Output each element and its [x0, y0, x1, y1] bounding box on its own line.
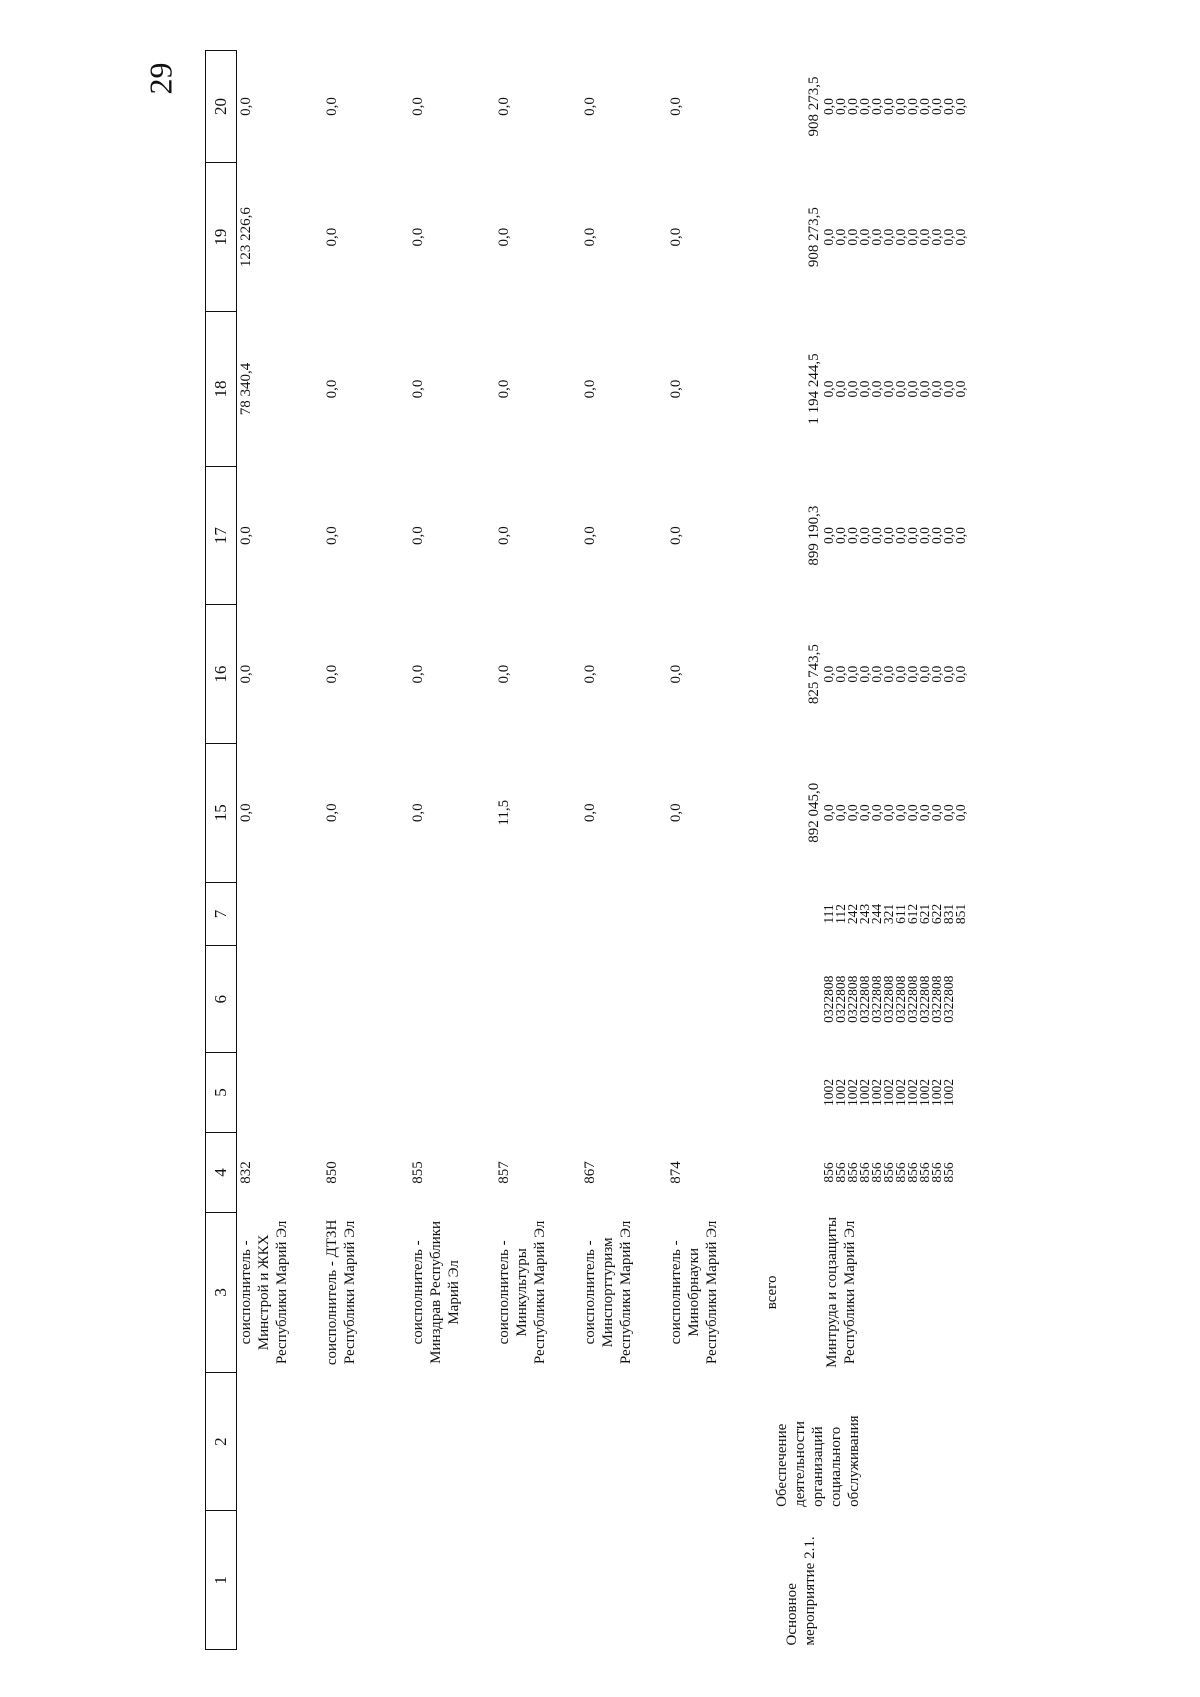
value-17: 0,0 — [582, 526, 598, 545]
value-16: 0,0 — [410, 664, 426, 684]
col6-code-item: 0322808 — [845, 975, 860, 1023]
value-18: 0,0 — [324, 379, 340, 399]
value-18: 0,0 — [410, 379, 426, 399]
sub-value-v16-item: 0,0 — [845, 665, 860, 683]
sub-value-v16-item: 0,0 — [917, 665, 932, 683]
col4-code-item: 856 — [929, 1162, 944, 1183]
value-20: 0,0 — [324, 97, 340, 116]
sub-value-v15-item: 0,0 — [833, 804, 848, 822]
value-19: 0,0 — [668, 227, 684, 247]
col5-codes — [823, 1053, 967, 1133]
sub-value-v20-item: 0,0 — [821, 98, 836, 115]
value-18: 0,0 — [582, 379, 598, 399]
header-col-3: 3 — [206, 1212, 237, 1372]
col6-code-item: 0322808 — [917, 975, 932, 1023]
header-col-17: 17 — [206, 466, 237, 605]
value-20: 0,0 — [238, 97, 254, 116]
sub-value-v17-item: 0,0 — [953, 527, 968, 545]
sub-value-v16-item: 0,0 — [893, 665, 908, 683]
header-col-5: 5 — [206, 1053, 237, 1133]
sub-value-v19-item: 0,0 — [917, 228, 932, 246]
col7-codes — [823, 882, 967, 946]
sub-value-v15-item: 0,0 — [845, 804, 860, 822]
value-16: 0,0 — [668, 664, 684, 684]
sub-value-v19-item: 0,0 — [881, 228, 896, 246]
sub-value-v20-item: 0,0 — [893, 98, 908, 115]
sub-value-v20-item: 0,0 — [869, 98, 884, 115]
sub-value-v16-item: 0,0 — [905, 665, 920, 683]
sub-values-18 — [823, 312, 967, 467]
col4-code-item: 856 — [917, 1162, 932, 1183]
table-row — [495, 51, 581, 1650]
col7-code-item: 611 — [893, 904, 908, 924]
col7-code-item: 851 — [953, 903, 968, 925]
col6-codes — [823, 946, 967, 1053]
sub-value-v15-item: 0,0 — [893, 804, 908, 822]
col5-code-item: 1002 — [845, 1079, 860, 1107]
col7-code-item: 321 — [881, 903, 896, 925]
responsible-executor: Минтруда и соцзащиты Республики Марий Эл — [824, 1216, 858, 1368]
sub-value-v18-item: 0,0 — [821, 380, 836, 398]
executor-name: соисполнитель - ДТЗН Республики Марий Эл — [324, 1219, 358, 1366]
col7-code-item: 111 — [821, 904, 836, 924]
col6-code-item: 0322808 — [893, 975, 908, 1023]
sub-value-v17-item: 0,0 — [845, 527, 860, 545]
col6-code-item: 0322808 — [881, 975, 896, 1023]
total-20: 908 273,5 — [806, 76, 822, 137]
value-20: 0,0 — [668, 97, 684, 116]
value-20: 0,0 — [582, 97, 598, 116]
table-row — [581, 51, 667, 1650]
sub-value-v17-item: 0,0 — [905, 527, 920, 545]
budget-table — [205, 50, 967, 1650]
col7-code-item: 112 — [833, 904, 848, 924]
sub-value-v16-item: 0,0 — [953, 665, 968, 683]
ministry-code: 832 — [238, 1161, 254, 1184]
table-row — [409, 51, 495, 1650]
header-col-6: 6 — [206, 946, 237, 1053]
value-15: 0,0 — [238, 803, 254, 823]
total-16: 825 743,5 — [806, 644, 822, 705]
ministry-code: 867 — [582, 1161, 598, 1184]
sub-value-v18-item: 0,0 — [869, 380, 884, 398]
value-17: 0,0 — [410, 526, 426, 545]
col5-code-item: 1002 — [869, 1079, 884, 1107]
value-17: 0,0 — [238, 526, 254, 545]
sub-value-v17-item: 0,0 — [917, 527, 932, 545]
col7-code-item: 621 — [917, 903, 932, 925]
header-col-18: 18 — [206, 312, 237, 467]
sub-value-v19-item: 0,0 — [905, 228, 920, 246]
header-col-16: 16 — [206, 605, 237, 744]
col4-code-item: 856 — [893, 1162, 908, 1183]
col4-code-item: 856 — [857, 1162, 872, 1183]
col4-code-item: 856 — [941, 1162, 956, 1183]
value-19: 0,0 — [496, 227, 512, 247]
value-20: 0,0 — [410, 97, 426, 116]
header-row — [206, 51, 237, 1650]
sub-value-v15-item: 0,0 — [857, 804, 872, 822]
sub-value-v15-item: 0,0 — [941, 804, 956, 822]
sub-value-v15-item: 0,0 — [821, 804, 836, 822]
sub-value-v15-item: 0,0 — [905, 804, 920, 822]
col6-code-item: 0322808 — [857, 975, 872, 1023]
sub-value-v19-item: 0,0 — [941, 228, 956, 246]
col5-code-item: 1002 — [893, 1079, 908, 1107]
col6-code-item: 0322808 — [821, 975, 836, 1023]
sub-value-v16-item: 0,0 — [869, 665, 884, 683]
header-col-1: 1 — [206, 1511, 237, 1650]
col4-code-item: 856 — [845, 1162, 860, 1183]
activity-total-row — [753, 51, 823, 1650]
sub-value-v20-item: 0,0 — [917, 98, 932, 115]
col5-code-item: 1002 — [857, 1079, 872, 1107]
sub-value-v20-item: 0,0 — [845, 98, 860, 115]
sub-values-17 — [823, 466, 967, 605]
value-15: 0,0 — [582, 803, 598, 823]
sub-value-v18-item: 0,0 — [905, 380, 920, 398]
header-col-2: 2 — [206, 1372, 237, 1511]
col6-code-item: 0322808 — [869, 975, 884, 1023]
value-20: 0,0 — [496, 97, 512, 116]
sub-value-v15-item: 0,0 — [869, 804, 884, 822]
sub-value-v16-item: 0,0 — [929, 665, 944, 683]
value-19: 0,0 — [582, 227, 598, 247]
sub-value-v18-item: 0,0 — [833, 380, 848, 398]
sub-values-19 — [823, 163, 967, 312]
sub-value-v18-item: 0,0 — [881, 380, 896, 398]
sub-values-20 — [823, 51, 967, 163]
sub-value-v17-item: 0,0 — [941, 527, 956, 545]
value-16: 0,0 — [496, 664, 512, 684]
executor-name: соисполнитель - Минобрнауки Республики Марий Эл — [668, 1220, 720, 1365]
col5-code-item: 1002 — [941, 1079, 956, 1107]
sub-value-v17-item: 0,0 — [833, 527, 848, 545]
sub-value-v20-item: 0,0 — [929, 98, 944, 115]
executor-name: соисполнитель - Минздрав Республики Марий Эл — [410, 1220, 462, 1364]
value-16: 0,0 — [238, 664, 254, 684]
total-18: 1 194 244,5 — [806, 353, 822, 425]
total-17: 899 190,3 — [806, 505, 822, 566]
col7-code-item: 612 — [905, 903, 920, 925]
sub-value-v15-item: 0,0 — [929, 804, 944, 822]
header-col-20: 20 — [206, 51, 237, 163]
col7-code-item: 244 — [869, 903, 884, 925]
sub-value-v16-item: 0,0 — [941, 665, 956, 683]
executor-name: соисполнитель - Минкультуры Республики Марий Эл — [496, 1220, 548, 1365]
sub-value-v20-item: 0,0 — [857, 98, 872, 115]
header-col-15: 15 — [206, 743, 237, 882]
col6-code-item: 0322808 — [833, 975, 848, 1023]
sub-value-v20-item: 0,0 — [953, 98, 968, 115]
sub-value-v16-item: 0,0 — [821, 665, 836, 683]
sub-value-v18-item: 0,0 — [857, 380, 872, 398]
executor-name: соисполнитель - Минстрой и ЖКХ Республики Марий Эл — [238, 1220, 290, 1365]
sub-value-v18-item: 0,0 — [845, 380, 860, 398]
ministry-code: 850 — [324, 1161, 340, 1184]
col7-code-item: 831 — [941, 903, 956, 925]
value-16: 0,0 — [324, 664, 340, 684]
value-19: 0,0 — [324, 227, 340, 247]
col6-code-item: 0322808 — [905, 975, 920, 1023]
table-row — [237, 51, 324, 1650]
sub-value-v19-item: 0,0 — [893, 228, 908, 246]
col4-codes — [823, 1133, 967, 1213]
sub-values-15 — [823, 743, 967, 882]
sub-value-v20-item: 0,0 — [941, 98, 956, 115]
sub-value-v17-item: 0,0 — [869, 527, 884, 545]
col5-code-item: 1002 — [929, 1079, 944, 1107]
value-16: 0,0 — [582, 664, 598, 684]
sub-value-v19-item: 0,0 — [845, 228, 860, 246]
sub-value-v17-item: 0,0 — [821, 527, 836, 545]
sub-value-v15-item: 0,0 — [953, 804, 968, 822]
sub-value-v16-item: 0,0 — [857, 665, 872, 683]
col7-code-item: 622 — [929, 903, 944, 925]
col4-code-item: 856 — [905, 1162, 920, 1183]
col7-code-item: 242 — [845, 903, 860, 925]
sub-value-v18-item: 0,0 — [893, 380, 908, 398]
sub-value-v17-item: 0,0 — [893, 527, 908, 545]
activity-name: Обеспечение деятельности организаций социального обслуживания — [774, 1415, 862, 1507]
sub-value-v19-item: 0,0 — [929, 228, 944, 246]
col6-code-item: 0322808 — [929, 975, 944, 1023]
value-19: 0,0 — [410, 227, 426, 247]
header-col-7: 7 — [206, 882, 237, 946]
table-row — [667, 51, 753, 1650]
value-17: 0,0 — [668, 526, 684, 545]
value-17: 0,0 — [324, 526, 340, 545]
value-19: 123 226,6 — [238, 207, 254, 268]
ministry-code: 857 — [496, 1161, 512, 1184]
sub-value-v17-item: 0,0 — [881, 527, 896, 545]
sub-values-16 — [823, 605, 967, 744]
col4-code-item: 856 — [833, 1162, 848, 1183]
sub-value-v20-item: 0,0 — [881, 98, 896, 115]
col4-code-item: 856 — [881, 1162, 896, 1183]
header-col-19: 19 — [206, 163, 237, 312]
value-15: 0,0 — [410, 803, 426, 823]
value-15: 11,5 — [496, 799, 512, 826]
sub-value-v18-item: 0,0 — [953, 380, 968, 398]
sub-value-v19-item: 0,0 — [857, 228, 872, 246]
total-19: 908 273,5 — [806, 207, 822, 268]
rotated-table-wrapper — [205, 50, 1200, 1650]
header-col-4: 4 — [206, 1133, 237, 1213]
col5-code-item: 1002 — [833, 1079, 848, 1107]
sub-value-v17-item: 0,0 — [857, 527, 872, 545]
sub-value-v18-item: 0,0 — [941, 380, 956, 398]
table-row — [323, 51, 409, 1650]
col5-code-item: 1002 — [917, 1079, 932, 1107]
executor-name: соисполнитель - Минспорттуризм Республики Марий Эл — [582, 1220, 634, 1365]
total-15: 892 045,0 — [806, 782, 822, 843]
sub-value-v16-item: 0,0 — [881, 665, 896, 683]
sub-value-v19-item: 0,0 — [821, 228, 836, 246]
value-18: 0,0 — [668, 379, 684, 399]
total-label: всего — [764, 1275, 780, 1310]
sub-value-v19-item: 0,0 — [833, 228, 848, 246]
value-17: 0,0 — [496, 526, 512, 545]
sub-value-v15-item: 0,0 — [881, 804, 896, 822]
col6-code-item: 0322808 — [941, 975, 956, 1023]
sub-value-v15-item: 0,0 — [917, 804, 932, 822]
value-15: 0,0 — [668, 803, 684, 823]
ministry-code: 855 — [410, 1161, 426, 1184]
col7-code-item: 243 — [857, 903, 872, 925]
sub-value-v17-item: 0,0 — [929, 527, 944, 545]
col5-code-item: 1002 — [905, 1079, 920, 1107]
ministry-code: 874 — [668, 1161, 684, 1184]
sub-value-v20-item: 0,0 — [905, 98, 920, 115]
col5-code-item: 1002 — [821, 1079, 836, 1107]
value-15: 0,0 — [324, 803, 340, 823]
page-number: 29 — [142, 62, 179, 95]
sub-value-v18-item: 0,0 — [929, 380, 944, 398]
sub-value-v19-item: 0,0 — [869, 228, 884, 246]
col5-code-item: 1002 — [881, 1079, 896, 1107]
activity-number: Основное мероприятие 2.1. — [784, 1536, 818, 1646]
value-18: 0,0 — [496, 379, 512, 399]
sub-value-v20-item: 0,0 — [833, 98, 848, 115]
sub-value-v16-item: 0,0 — [833, 665, 848, 683]
sub-value-v18-item: 0,0 — [917, 380, 932, 398]
col4-code-item: 856 — [821, 1162, 836, 1183]
value-18: 78 340,4 — [238, 362, 254, 416]
sub-value-v19-item: 0,0 — [953, 228, 968, 246]
col4-code-item: 856 — [869, 1162, 884, 1183]
